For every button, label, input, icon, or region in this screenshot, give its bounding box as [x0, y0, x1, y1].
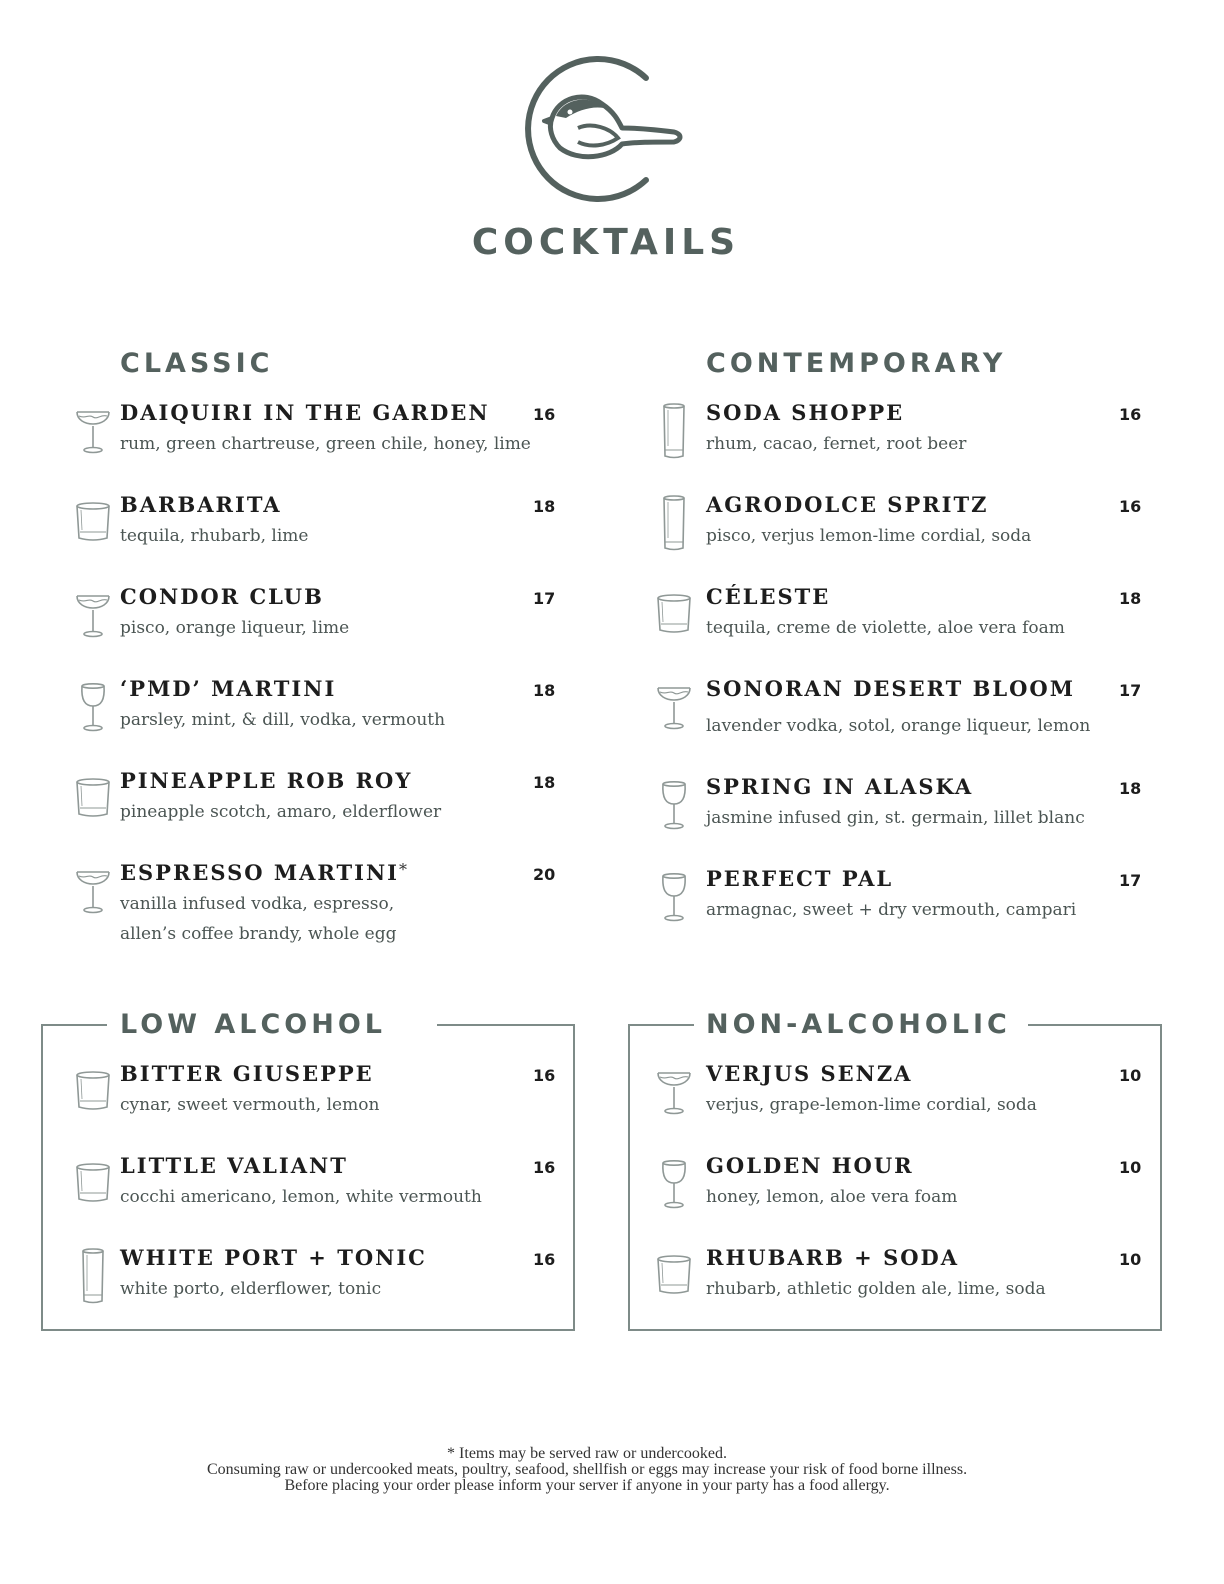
item-description: lavender vodka, sotol, orange liqueur, lemon — [706, 716, 1091, 736]
item-name: GOLDEN HOUR — [706, 1153, 914, 1178]
nick-and-nora-glass-icon — [654, 1155, 694, 1213]
box-rule — [41, 1024, 107, 1026]
item-description: rum, green chartreuse, green chile, honey, lime — [120, 434, 531, 454]
item-description: tequila, creme de violette, aloe vera foam — [706, 618, 1065, 638]
highball-glass-icon — [654, 494, 694, 552]
item-price: 16 — [533, 405, 556, 424]
item-price: 16 — [533, 1066, 556, 1085]
item-description: pisco, orange liqueur, lime — [120, 618, 350, 638]
item-name: SPRING IN ALASKA — [706, 774, 974, 799]
rocks-glass-icon — [73, 770, 113, 828]
coupe-glass-icon — [654, 678, 694, 736]
box-rule — [1028, 1024, 1162, 1026]
nick-and-nora-glass-icon — [654, 776, 694, 834]
nick-and-nora-glass-icon — [73, 678, 113, 736]
item-name: VERJUS SENZA — [706, 1061, 913, 1086]
item-description: cynar, sweet vermouth, lemon — [120, 1095, 380, 1115]
item-name: WHITE PORT + TONIC — [120, 1245, 427, 1270]
item-price: 20 — [533, 865, 556, 884]
section-heading-non-alcoholic: NON-ALCOHOLIC — [706, 1009, 1011, 1040]
rocks-glass-icon — [73, 494, 113, 552]
item-price: 18 — [533, 681, 556, 700]
item-name: ‘PMD’ MARTINI — [120, 676, 337, 701]
item-description: rhum, cacao, fernet, root beer — [706, 434, 967, 454]
item-name: BITTER GIUSEPPE — [120, 1061, 374, 1086]
coupe-glass-icon — [73, 862, 113, 920]
rocks-glass-icon — [654, 1247, 694, 1305]
item-description: armagnac, sweet + dry vermouth, campari — [706, 900, 1077, 920]
item-price: 10 — [1119, 1250, 1142, 1269]
item-price: 17 — [1119, 681, 1142, 700]
item-description: verjus, grape-lemon-lime cordial, soda — [706, 1095, 1037, 1115]
item-description: tequila, rhubarb, lime — [120, 526, 309, 546]
item-name: CONDOR CLUB — [120, 584, 324, 609]
item-price: 16 — [1119, 405, 1142, 424]
page-title: COCKTAILS — [471, 222, 741, 263]
coupe-glass-icon — [654, 1063, 694, 1121]
footer-note-illness: Consuming raw or undercooked meats, poultry, seafood, shellfish or eggs may increase your risk of food borne illness. — [206, 1461, 968, 1478]
item-description: vanilla infused vodka, espresso, — [120, 894, 395, 914]
rocks-glass-icon — [73, 1155, 113, 1213]
item-price: 18 — [1119, 779, 1142, 798]
item-name: PINEAPPLE ROB ROY — [120, 768, 413, 793]
item-name: RHUBARB + SODA — [706, 1245, 960, 1270]
item-price: 16 — [533, 1158, 556, 1177]
item-name: AGRODOLCE SPRITZ — [706, 492, 989, 517]
item-price: 10 — [1119, 1158, 1142, 1177]
highball-glass-icon — [73, 1247, 113, 1305]
section-heading-low-alcohol: LOW ALCOHOL — [120, 1009, 386, 1040]
item-description: parsley, mint, & dill, vodka, vermouth — [120, 710, 446, 730]
item-name: PERFECT PAL — [706, 866, 894, 891]
section-heading-classic: CLASSIC — [120, 348, 274, 379]
section-heading-contemporary: CONTEMPORARY — [706, 348, 1007, 379]
item-description: pineapple scotch, amaro, elderflower — [120, 802, 442, 822]
item-description: cocchi americano, lemon, white vermouth — [120, 1187, 482, 1207]
chickadee-logo-icon — [518, 54, 688, 208]
box-rule — [628, 1024, 694, 1026]
item-name: LITTLE VALIANT — [120, 1153, 348, 1178]
item-name: ESPRESSO MARTINI* — [120, 860, 407, 885]
item-name: DAIQUIRI IN THE GARDEN — [120, 400, 490, 425]
coupe-glass-icon — [73, 586, 113, 644]
item-price: 16 — [1119, 497, 1142, 516]
rocks-glass-icon — [654, 586, 694, 644]
footer-note-allergy: Before placing your order please inform your server if anyone in your party has a food allergy. — [284, 1477, 890, 1494]
item-price: 18 — [533, 497, 556, 516]
nick-and-nora-glass-icon — [654, 868, 694, 926]
item-description-line2: allen’s coffee brandy, whole egg — [120, 924, 397, 944]
footer-note-raw: * Items may be served raw or undercooked. — [447, 1445, 727, 1462]
item-description: white porto, elderflower, tonic — [120, 1279, 382, 1299]
item-description: jasmine infused gin, st. germain, lillet blanc — [706, 808, 1085, 828]
item-price: 10 — [1119, 1066, 1142, 1085]
highball-glass-icon — [654, 402, 694, 460]
item-description: pisco, verjus lemon-lime cordial, soda — [706, 526, 1032, 546]
item-price: 16 — [533, 1250, 556, 1269]
item-price: 17 — [533, 589, 556, 608]
box-rule — [437, 1024, 575, 1026]
rocks-glass-icon — [73, 1063, 113, 1121]
item-price: 18 — [533, 773, 556, 792]
item-name: SODA SHOPPE — [706, 400, 905, 425]
item-name: CÉLESTE — [706, 584, 831, 609]
item-price: 18 — [1119, 589, 1142, 608]
coupe-glass-icon — [73, 402, 113, 460]
item-price: 17 — [1119, 871, 1142, 890]
item-name: SONORAN DESERT BLOOM — [706, 676, 1075, 701]
item-description: honey, lemon, aloe vera foam — [706, 1187, 958, 1207]
item-name: BARBARITA — [120, 492, 282, 517]
item-description: rhubarb, athletic golden ale, lime, soda — [706, 1279, 1046, 1299]
